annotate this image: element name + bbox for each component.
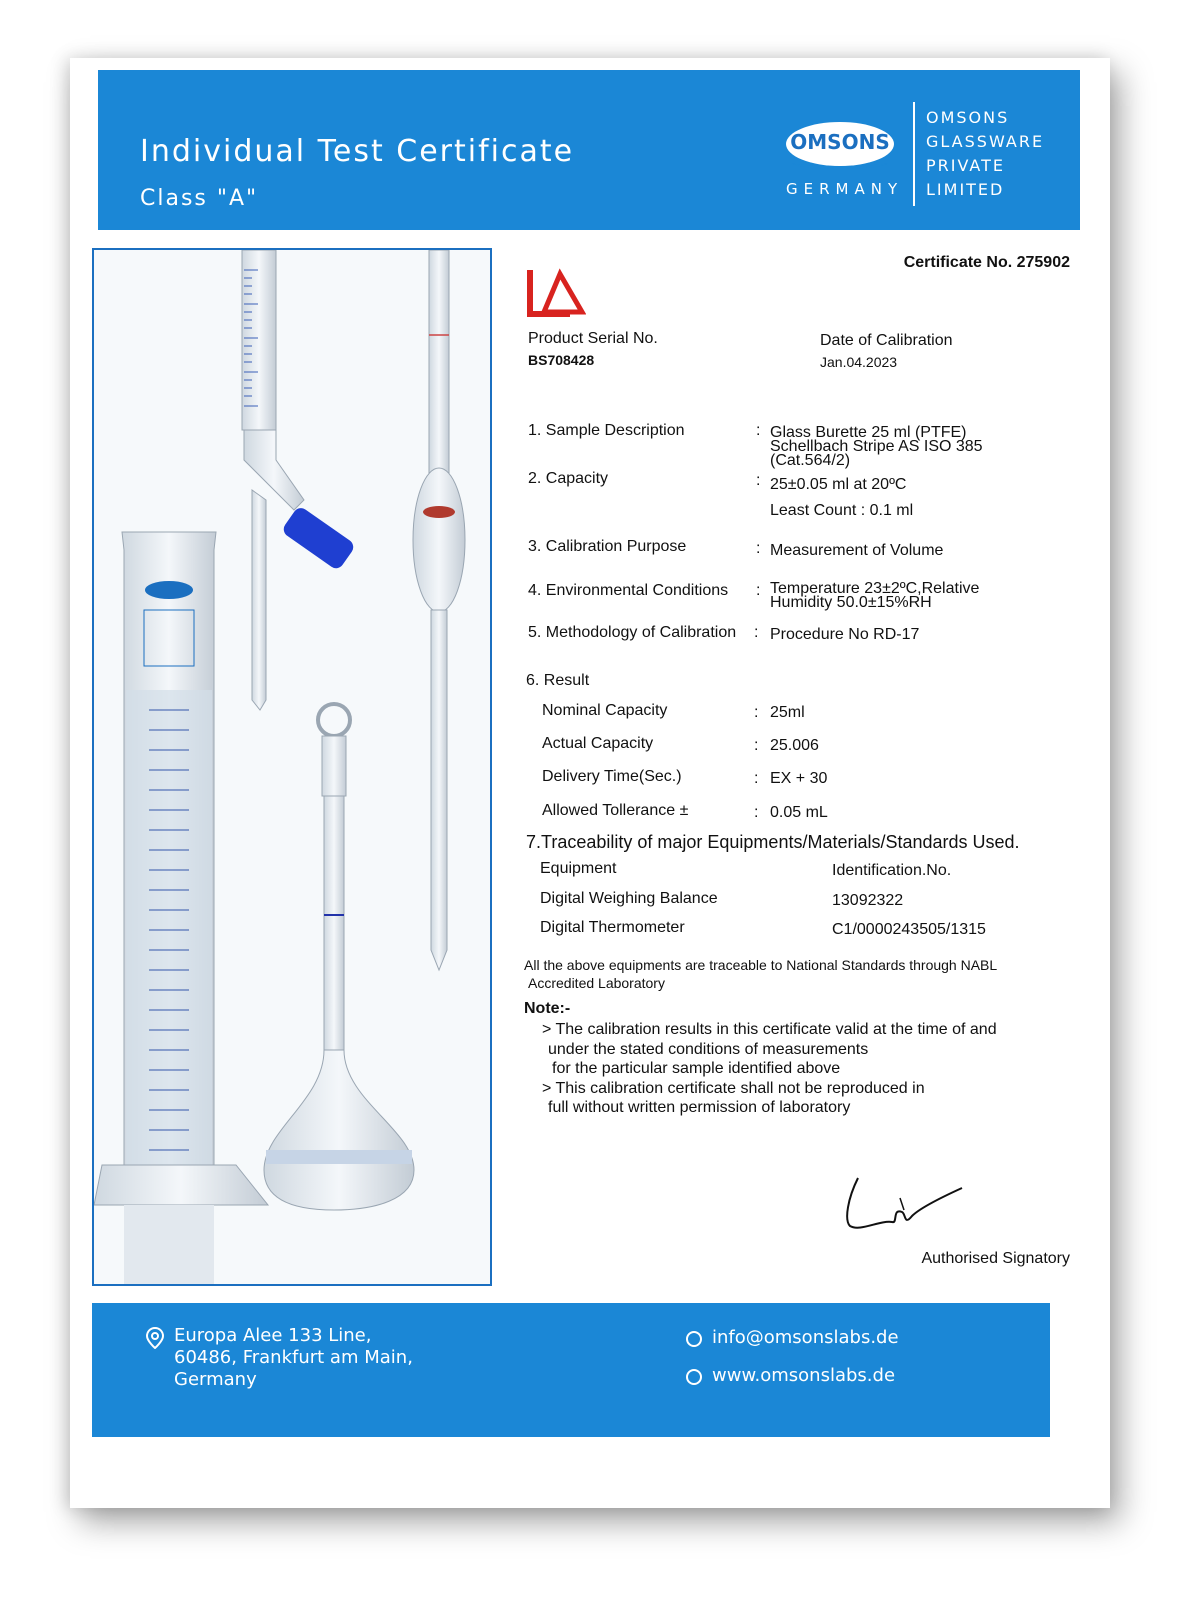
equipment-column-header: Equipment — [540, 860, 617, 877]
note-heading: Note:- — [524, 1000, 571, 1017]
result-value: 25ml — [770, 704, 805, 721]
value-line: Glass Burette 25 ml (PTFE) — [770, 424, 967, 441]
result-label: Allowed Tollerance ± — [542, 802, 689, 819]
item-separator: : — [756, 540, 761, 557]
company-name — [926, 106, 1044, 202]
value-line: Temperature 23±2ºC,Relative — [770, 580, 980, 597]
address-line: Europa Alee 133 Line, — [174, 1325, 372, 1346]
statement-line: Accredited Laboratory — [528, 975, 665, 991]
item-value: Procedure No RD-17 — [770, 626, 920, 643]
item-separator: : — [756, 422, 761, 439]
certificate-title: Individual Test Certificate — [140, 134, 575, 169]
note-line: > This calibration certificate shall not be reproduced in — [542, 1079, 925, 1097]
item-label: 1. Sample Description — [528, 422, 685, 439]
company-line: OMSONS — [926, 108, 1010, 127]
calibration-date-label: Date of Calibration — [820, 332, 953, 349]
serial-value: BS708428 — [528, 352, 595, 368]
equipment-name: Digital Thermometer — [540, 919, 685, 936]
statement-line: All the above equipments are traceable to National Standards through NABL — [524, 957, 998, 973]
note-line: full without written permission of laboratory — [548, 1099, 851, 1116]
value-line: Humidity 50.0±15%RH — [770, 594, 932, 611]
signature-icon — [840, 1168, 970, 1238]
result-value: EX + 30 — [770, 770, 828, 787]
flask-body — [264, 1050, 414, 1210]
address-line: 60486, Frankfurt am Main, — [174, 1347, 413, 1368]
serial-label: Product Serial No. — [528, 330, 658, 347]
item-separator: : — [756, 582, 761, 599]
cylinder-base — [94, 1165, 268, 1205]
globe-icon — [686, 1369, 702, 1385]
item-separator: : — [754, 624, 759, 641]
pipette-tip — [431, 610, 447, 970]
result-label: Nominal Capacity — [542, 702, 668, 719]
company-line: LIMITED — [926, 180, 1005, 199]
note-body — [542, 1020, 997, 1118]
identification-column-header: Identification.No. — [832, 862, 952, 879]
address-line: Germany — [174, 1369, 257, 1390]
item-label: 3. Calibration Purpose — [528, 538, 687, 555]
certificate-sheet — [70, 58, 1110, 1508]
pipette-stem — [429, 250, 449, 480]
value-line: 25±0.05 ml at 20ºC — [770, 476, 907, 493]
item-label: 4. Environmental Conditions — [528, 582, 729, 599]
ptfe-key-icon — [281, 505, 357, 571]
result-label: Actual Capacity — [542, 735, 654, 752]
item-value: Measurement of Volume — [770, 542, 944, 559]
traceability-statement — [524, 956, 997, 992]
value-line: Schellbach Stripe AS ISO 385 — [770, 438, 983, 455]
equipment-id: C1/0000243505/1315 — [832, 921, 986, 938]
footer-address — [174, 1325, 413, 1391]
result-value: 25.006 — [770, 737, 819, 754]
location-pin-icon — [146, 1327, 164, 1349]
result-label: Delivery Time(Sec.) — [542, 768, 682, 785]
result-separator: : — [754, 704, 759, 721]
equipment-name: Digital Weighing Balance — [540, 890, 718, 907]
logo-swoosh-icon — [792, 156, 888, 169]
header-band — [98, 70, 1080, 230]
value-line: Least Count : 0.1 ml — [770, 502, 914, 519]
burette-tube — [242, 250, 276, 430]
item-value — [770, 472, 913, 524]
header-divider — [913, 102, 915, 206]
certificate-class: Class "A" — [140, 186, 259, 211]
burette-tip — [252, 490, 266, 710]
flask-label-icon — [266, 1150, 412, 1164]
email-icon — [686, 1331, 702, 1347]
flask-neck — [324, 796, 344, 1056]
lab-logo-icon — [526, 266, 586, 318]
item-label: 2. Capacity — [528, 470, 609, 487]
note-line: > The calibration results in this certificate valid at the time of and — [542, 1021, 997, 1038]
flask-stopper — [318, 704, 350, 736]
item-label: 5. Methodology of Calibration — [528, 624, 737, 641]
equipment-id: 13092322 — [832, 892, 904, 909]
logo-brand-text: OMSONS — [790, 130, 890, 154]
footer-band — [92, 1303, 1050, 1437]
footer-website[interactable]: www.omsonslabs.de — [712, 1365, 896, 1386]
item-value — [770, 426, 983, 468]
product-photo — [92, 248, 492, 1286]
cylinder-logo-icon — [145, 581, 193, 599]
glassware-illustration — [94, 250, 490, 1284]
value-line: (Cat.564/2) — [770, 452, 851, 469]
logo-country-text: GERMANY — [786, 180, 904, 198]
note-line: for the particular sample identified above — [552, 1060, 841, 1077]
result-heading: 6. Result — [526, 672, 590, 689]
result-separator: : — [754, 770, 759, 787]
company-line: GLASSWARE — [926, 132, 1045, 151]
traceability-heading: 7.Traceability of major Equipments/Materials/Standards Used. — [526, 832, 1020, 852]
footer-email[interactable]: info@omsonslabs.de — [712, 1327, 899, 1348]
certificate-number: Certificate No. 275902 — [903, 254, 1070, 271]
calibration-date-value: Jan.04.2023 — [820, 354, 898, 370]
note-line: under the stated conditions of measurements — [548, 1040, 869, 1058]
company-line: PRIVATE — [926, 156, 1005, 175]
signatory-label: Authorised Signatory — [921, 1250, 1070, 1267]
item-separator: : — [756, 472, 761, 489]
certificate-content — [500, 248, 1100, 1278]
pipette-bulb — [413, 468, 465, 612]
item-value — [770, 582, 979, 610]
result-separator: : — [754, 737, 759, 754]
result-value: 0.05 mL — [770, 804, 828, 821]
result-separator: : — [754, 804, 759, 821]
